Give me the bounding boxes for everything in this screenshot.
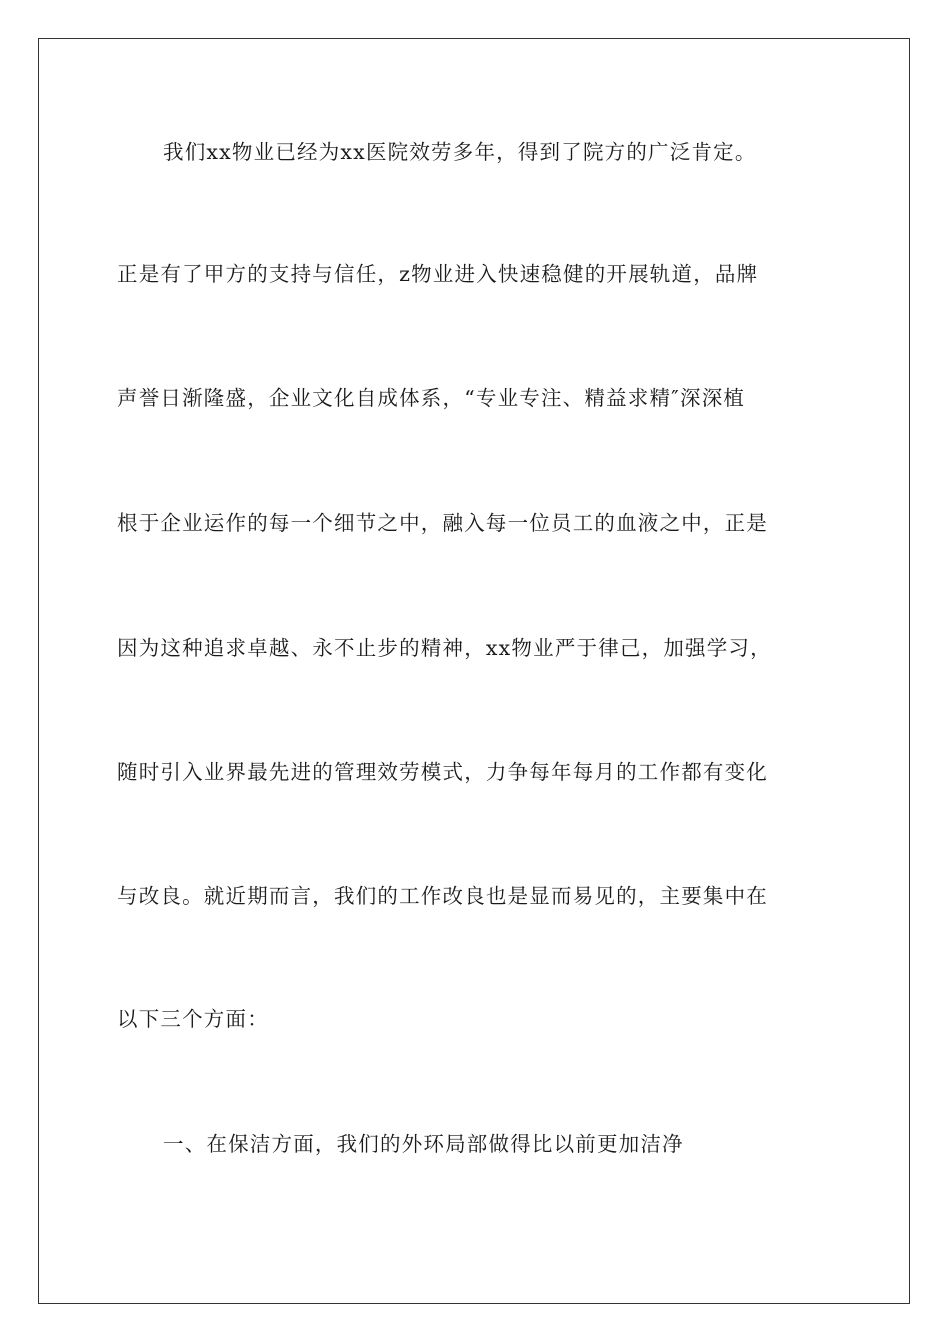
- page-border: [38, 38, 910, 1304]
- paragraph-line-6: 随时引入业界最先进的管理效劳模式，力争每年每月的工作都有变化: [117, 760, 768, 784]
- section-heading-cleaning: 一、在保洁方面，我们的外环局部做得比以前更加洁净: [163, 1132, 684, 1156]
- paragraph-line-3: 声誉日渐隆盛，企业文化自成体系，“专业专注、精益求精″深深植: [117, 386, 746, 410]
- paragraph-line-7: 与改良。就近期而言，我们的工作改良也是显而易见的，主要集中在: [117, 884, 768, 908]
- paragraph-line-5: 因为这种追求卓越、永不止步的精神，xx物业严于律己，加强学习，: [117, 636, 772, 660]
- paragraph-line-2: 正是有了甲方的支持与信任，z物业进入快速稳健的开展轨道，品牌: [117, 262, 759, 286]
- paragraph-line-8: 以下三个方面：: [117, 1007, 269, 1031]
- paragraph-line-1: 我们xx物业已经为xx医院效劳多年，得到了院方的广泛肯定。: [163, 140, 757, 164]
- paragraph-line-4: 根于企业运作的每一个细节之中，融入每一位员工的血液之中，正是: [117, 511, 768, 535]
